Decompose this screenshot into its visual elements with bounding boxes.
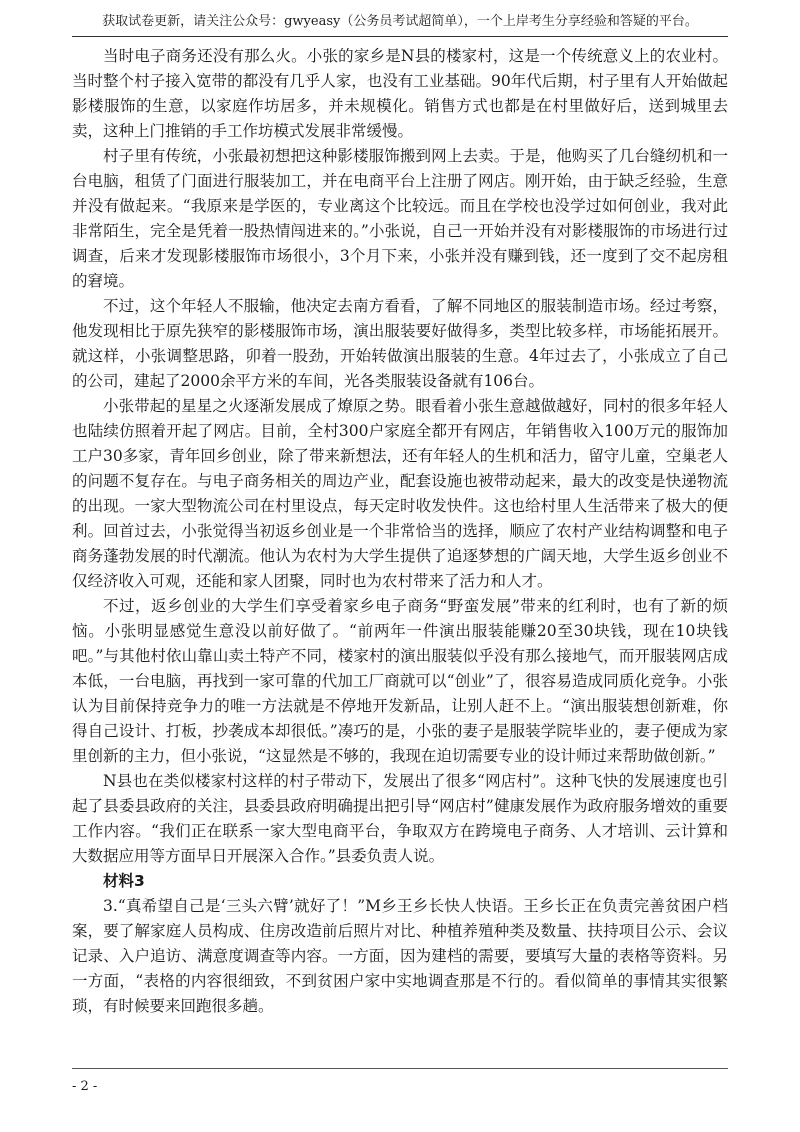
paragraph: 当时电子商务还没有那么火。小张的家乡是N县的楼家村，这是一个传统意义上的农业村。当时整个村子接入宽带的都没有几乎人家，也没有工业基础。90年代后期，村子里有人开始做起影楼服饰的生意，以家庭作坊居多，并未规模化。销售方式也都是在村里做好后，送到城里去卖，这种上门推销的手工作坊模式发展非常缓慢。 <box>72 47 728 140</box>
header-notice: 获取试卷更新，请关注公众号：gwyeasy（公务员考试超简单），一个上岸考生分享经验和答疑的平台。 <box>102 14 698 29</box>
paragraph: 3.“真希望自己是‘三头六臂’就好了！”M乡王乡长快人快语。王乡长正在负责完善贫困户档案，要了解家庭人员构成、住房改造前后照片对比、种植养殖种类及数量、扶持项目公示、会议记录、入户追访、满意度调查等内容。一方面，因为建档的需要，要填写大量的表格等资料。另一方面，“表格的内容很细致，不到贫困户家中实地调查那是不行的。看似简单的事情其实很繁琐，有时候要来回跑很多趟。 <box>72 897 728 1015</box>
paragraph: 不过，返乡创业的大学生们享受着家乡电子商务“野蛮发展”带来的红利时，也有了新的烦恼。小张明显感觉生意没以前好做了。“前两年一件演出服装能赚20至30块钱，现在10块钱吧。”与其他村依山靠山卖土特产不同，楼家村的演出服装似乎没有那么接地气，而开服装网店成本低，一台电脑，再找到一家可靠的代加工厂商就可以“创业”了，很容易造成同质化竞争。小张认为目前保持竞争力的唯一方法就是不停地开发新品，让别人赶不上。“演出服装想创新难，你得自己设计、打板，抄袭成本却很低。”凑巧的是，小张的妻子是服装学院毕业的，妻子便成为家里创新的主力，但小张说，“这显然是不够的，我现在迫切需要专业的设计师过来帮助做创新。” <box>72 597 728 765</box>
page-number: - 2 - <box>72 1079 98 1094</box>
paragraph: N县也在类似楼家村这样的村子带动下，发展出了很多“网店村”。这种飞快的发展速度也引起了县委县政府的关注，县委县政府明确提出把引导“网店村”健康发展作为政府服务增效的重要工作内容。“我们正在联系一家大型电商平台，争取双方在跨境电子商务、人才培训、云计算和大数据应用等方面早日开展深入合作。”县委负责人说。 <box>72 772 728 865</box>
paragraph: 不过，这个年轻人不服输，他决定去南方看看，了解不同地区的服装制造市场。经过考察，他发现相比于原先狭窄的影楼服饰市场，演出服装要好做得多，类型比较多样，市场能拓展开。就这样，小张调整思路，卯着一股劲，开始转做演出服装的生意。4年过去了，小张成立了自己的公司，建起了2000余平方米的车间，光各类服装设备就有106台。 <box>72 297 728 390</box>
section-title: 材料3 <box>103 872 145 890</box>
paragraph: 小张带起的星星之火逐渐发展成了燎原之势。眼看着小张生意越做越好，同村的很多年轻人也陆续仿照着开起了网店。目前，全村300户家庭全都开有网店，年销售收入100万元的服饰加工户30多家，青年回乡创业，除了带来新想法，还有年轻人的生机和活力，留守儿童，空巢老人的问题不复存在。与电子商务相关的周边产业，配套设施也被带动起来，最大的改变是快递物流的出现。一家大型物流公司在村里设点，每天定时收发快件。这也给村里人生活带来了极大的便利。回首过去，小张觉得当初返乡创业是一个非常恰当的选择，顺应了农村产业结构调整和电子商务蓬勃发展的时代潮流。他认为农村为大学生提供了追逐梦想的广阔天地，大学生返乡创业不仅经济收入可观，还能和家人团聚，同时也为农村带来了活力和人才。 <box>72 397 728 590</box>
paragraph: 村子里有传统，小张最初想把这种影楼服饰搬到网上去卖。于是，他购买了几台缝纫机和一台电脑，租赁了门面进行服装加工，并在电商平台上注册了网店。刚开始，由于缺乏经验，生意并没有做起来。“我原来是学医的，专业离这个比较远。而且在学校也没学过如何创业，我对此非常陌生，完全是凭着一股热情闯进来的。”小张说，自己一开始并没有对影楼服饰的市场进行过调查，后来才发现影楼服饰市场很小，3个月下来，小张并没有赚到钱，还一度到了交不起房租的窘境。 <box>72 147 728 290</box>
document-body <box>72 44 728 1019</box>
page-header <box>72 14 728 37</box>
page-footer <box>72 1068 728 1095</box>
